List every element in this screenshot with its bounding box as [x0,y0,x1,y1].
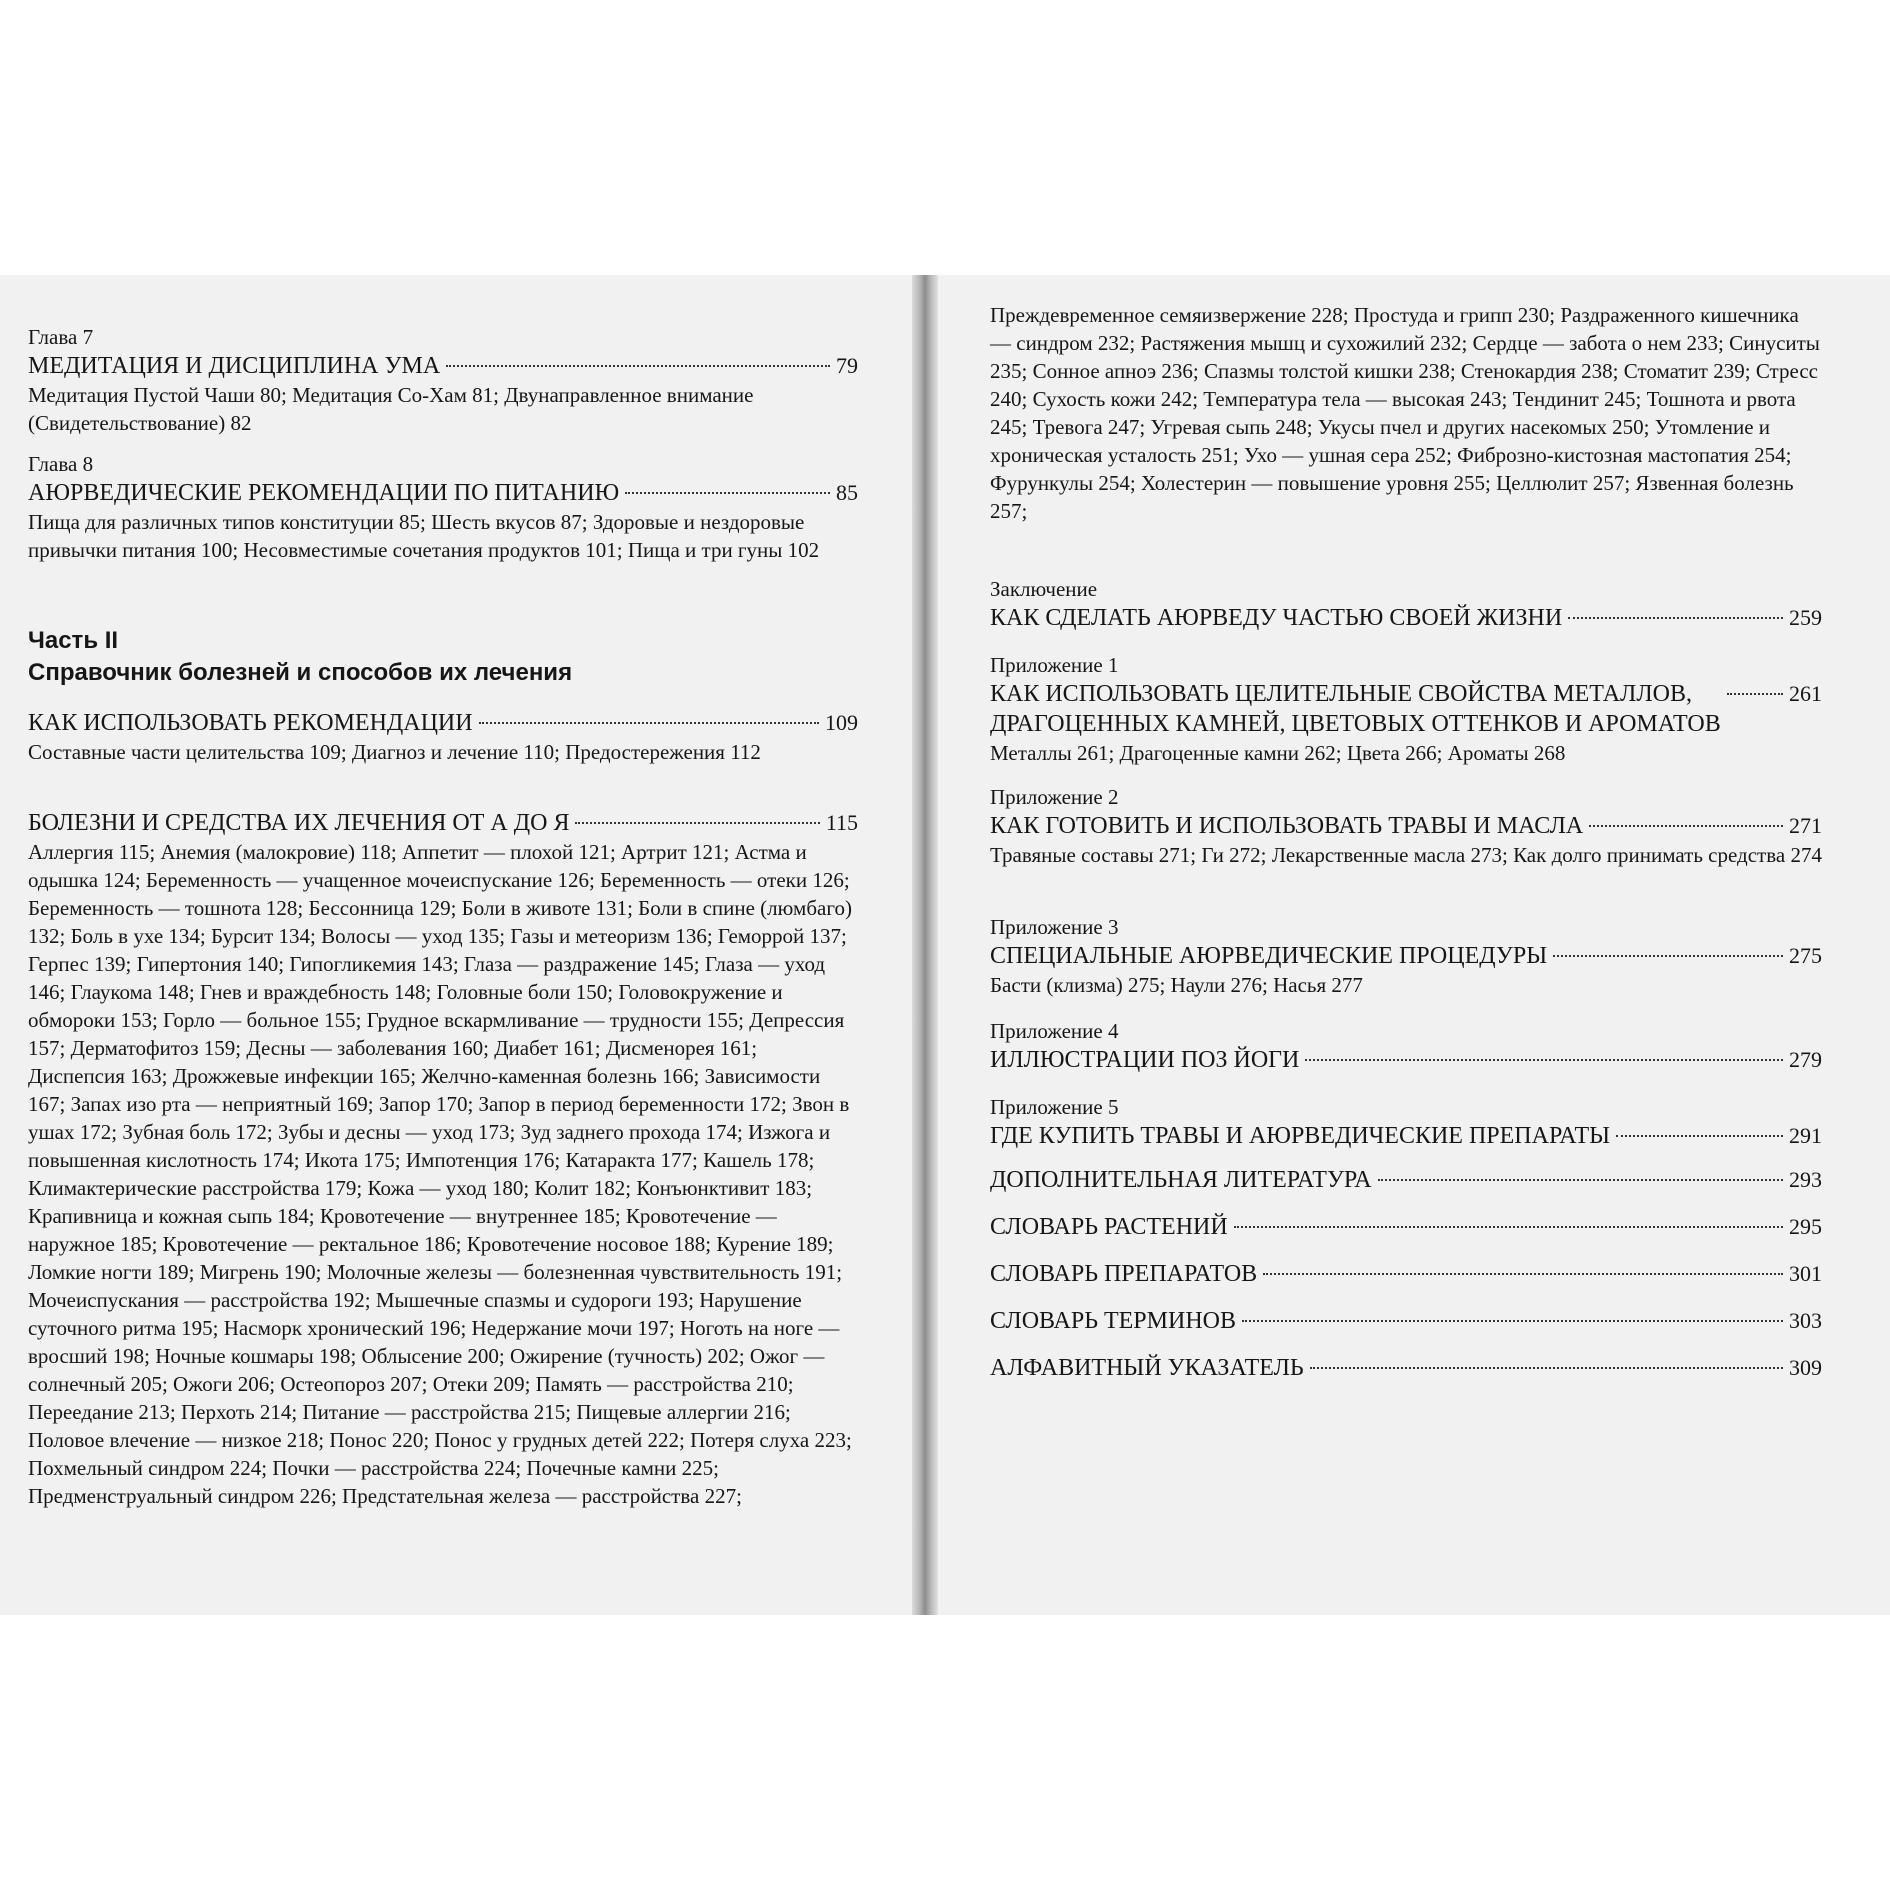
appendix-label: Приложение 5 [990,1095,1119,1119]
diseases-continuation [990,301,1822,525]
dot-leader [1263,1273,1783,1275]
appendix-title-line[interactable] [990,1121,1822,1151]
page-number: 303 [1789,1308,1822,1333]
page-number: 115 [825,810,858,835]
part-label: Часть II [28,627,119,654]
subsection-list: Травяные составы 271; Ги 272; Лекарственные масла 273; Как долго принимать средства 274 [990,843,1822,867]
book-gutter [912,275,938,1615]
section-label: Заключение [990,577,1098,601]
appendix-title-line-1: КАК ИСПОЛЬЗОВАТЬ ЦЕЛИТЕЛЬНЫЕ СВОЙСТВА МЕТАЛЛОВ, [990,681,1692,707]
right-page [990,275,1822,1615]
dot-leader [1305,1059,1783,1061]
dot-leader [1727,693,1783,695]
page-number: 295 [1789,1214,1822,1239]
subsection-list: Составные части целительства 109; Диагноз и лечение 110; Предостережения 112 [28,740,761,764]
section-title[interactable]: ДОПОЛНИТЕЛЬНАЯ ЛИТЕРАТУРА [990,1167,1372,1193]
appendix-title-line[interactable] [990,1045,1822,1075]
page-number: 275 [1789,943,1822,968]
dot-leader [479,722,819,724]
section-title-line[interactable] [990,1353,1822,1383]
page-number: 259 [1789,605,1822,630]
appendix-title-line[interactable] [990,679,1822,739]
section-title[interactable]: СЛОВАРЬ ТЕРМИНОВ [990,1308,1236,1334]
toc-entry-appendix-5 [990,1093,1822,1151]
page-number: 279 [1789,1047,1822,1072]
toc-entry-appendix-1 [990,651,1822,767]
dot-leader [575,822,819,824]
toc-entry-appendix-4 [990,1017,1822,1075]
toc-entry-how-to-use [28,708,858,766]
section-title-line[interactable] [990,1306,1822,1336]
dot-leader [1616,1135,1783,1137]
subsection-list: Басти (клизма) 275; Наули 276; Насья 277 [990,973,1363,997]
page-number: 85 [836,480,858,505]
toc-entry-conclusion [990,575,1822,633]
dot-leader [625,492,830,494]
section-title-line[interactable] [990,1165,1822,1195]
appendix-title[interactable] [990,679,1721,739]
part-2-heading [28,625,858,689]
chapter-title-line[interactable] [28,478,858,508]
section-title-line[interactable] [28,808,858,838]
section-title[interactable]: СЛОВАРЬ РАСТЕНИЙ [990,1214,1228,1240]
appendix-title-line[interactable] [990,811,1822,841]
appendix-title[interactable]: ИЛЛЮСТРАЦИИ ПОЗ ЙОГИ [990,1047,1300,1073]
page-number: 109 [825,710,858,735]
toc-entry-chapter-8 [28,450,858,564]
toc-entry-plants-glossary [990,1212,1822,1242]
book-spread [0,275,1890,1615]
subsection-list: Медитация Пустой Чаши 80; Медитация Со-Хам 81; Двунаправленное внимание (Свидетельствование) 82 [28,383,754,435]
appendix-label: Приложение 4 [990,1019,1119,1043]
section-title-line[interactable] [990,603,1822,633]
section-title[interactable]: КАК ИСПОЛЬЗОВАТЬ РЕКОМЕНДАЦИИ [28,710,473,736]
dot-leader [446,365,830,367]
chapter-title[interactable]: АЮРВЕДИЧЕСКИЕ РЕКОМЕНДАЦИИ ПО ПИТАНИЮ [28,480,620,506]
appendix-label: Приложение 1 [990,653,1119,677]
subsection-list: Преждевременное семяизвержение 228; Простуда и грипп 230; Раздраженного кишечника — синдром 232; Растяжения мышц и сухожилий 232; Сердце — забота о нем 233; Синуситы 235; Сонное апноэ 236; Спазмы толстой кишки 238; Стенокардия 238; Стоматит 239; Стресс 240; Сухость кожи 242; Температура тела — высокая 243; Тендинит 245; Тошнота и рвота 245; Тревога 247; Угревая сыпь 248; Укусы пчел и других насекомых 250; Утомление и хроническая усталость 251; Ухо — ушная сера 252; Фиброзно-кистозная мастопатия 254; Фурункулы 254; Холестерин — повышение уровня 255; Целлюлит 257; Язвенная болезнь 257; [990,303,1820,523]
appendix-label: Приложение 3 [990,915,1119,939]
section-title-line[interactable] [990,1259,1822,1289]
page-number: 291 [1789,1123,1822,1148]
appendix-title[interactable]: СПЕЦИАЛЬНЫЕ АЮРВЕДИЧЕСКИЕ ПРОЦЕДУРЫ [990,943,1548,969]
toc-entry-appendix-3 [990,913,1822,999]
subsection-list: Аллергия 115; Анемия (малокровие) 118; Аппетит — плохой 121; Артрит 121; Астма и одышка 124; Беременность — учащенное мочеиспускание 126; Беременность — отеки 126; Беременность — тошнота 128; Бессонница 129; Боли в животе 131; Боли в спине (люмбаго) 132; Боль в ухе 134; Бурсит 134; Волосы — уход 135; Газы и метеоризм 136; Геморрой 137; Герпес 139; Гипертония 140; Гипогликемия 143; Глаза — раздражение 145; Глаза — уход 146; Глаукома 148; Гнев и враждебность 148; Головные боли 150; Головокружение и обмороки 153; Горло — больное 155; Грудное вскармливание — трудности 155; Депрессия 157; Дерматофитоз 159; Десны — заболевания 160; Диабет 161; Дисменорея 161; Диспепсия 163; Дрожжевые инфекции 165; Желчно-каменная болезнь 166; Зависимости 167; Запах изо рта — неприятный 169; Запор 170; Запор в период беременности 172; Звон в ушах 172; Зубная боль 172; Зубы и десны — уход 173; Зуд заднего прохода 174; Изжога и повышенная кислотность 174; Икота 175; Импотенция 176; Катаракта 177; Кашель 178; Климактерические расстройства 179; Кожа — уход 180; Колит 182; Конъюнктивит 183; Крапивница и кожная сыпь 184; Кровотечение — внутреннее 185; Кровотечение — наружное 185; Кровотечение — ректальное 186; Кровотечение носовое 188; Курение 189; Ломкие ногти 189; Мигрень 190; Молочные железы — болезненная чувствительность 191; Мочеиспускания — расстройства 192; Мышечные спазмы и судороги 193; Нарушение суточного ритма 195; Насморк хронический 196; Недержание мочи 197; Ноготь на ноге — вросший 198; Ночные кошмары 198; Облысение 200; Ожирение (тучность) 202; Ожог — солнечный 205; Ожоги 206; Остеопороз 207; Отеки 209; Память — расстройства 210; Переедание 213; Перхоть 214; Питание — расстройства 215; Пищевые аллергии 216; Половое влечение — низкое 218; Понос 220; Понос у грудных детей 222; Потеря слуха 223; Похмельный синдром 224; Почки — расстройства 224; Почечные камни 225; Предменструальный синдром 226; Предстательная железа — расстройства 227; [28,840,852,1508]
page-number: 293 [1789,1167,1822,1192]
section-title[interactable]: БОЛЕЗНИ И СРЕДСТВА ИХ ЛЕЧЕНИЯ ОТ А ДО Я [28,810,570,836]
subsection-list: Металлы 261; Драгоценные камни 262; Цвета 266; Ароматы 268 [990,741,1566,765]
dot-leader [1589,825,1783,827]
dot-leader [1234,1226,1783,1228]
appendix-title-line-2: ДРАГОЦЕННЫХ КАМНЕЙ, ЦВЕТОВЫХ ОТТЕНКОВ И АРОМАТОВ [990,711,1721,737]
chapter-title-line[interactable] [28,351,858,381]
subsection-list: Пища для различных типов конституции 85; Шесть вкусов 87; Здоровые и нездоровые привычки питания 100; Несовместимые сочетания продуктов 101; Пища и три гуны 102 [28,510,820,562]
chapter-label: Глава 8 [28,452,94,476]
appendix-title[interactable]: ГДЕ КУПИТЬ ТРАВЫ И АЮРВЕДИЧЕСКИЕ ПРЕПАРАТЫ [990,1123,1611,1149]
appendix-title[interactable]: КАК ГОТОВИТЬ И ИСПОЛЬЗОВАТЬ ТРАВЫ И МАСЛА [990,813,1584,839]
appendix-title-line[interactable] [990,941,1822,971]
toc-entry-diseases [28,808,858,1510]
toc-entry-preparations-glossary [990,1259,1822,1289]
page-number: 79 [836,353,858,378]
dot-leader [1378,1179,1783,1181]
toc-entry-index [990,1353,1822,1383]
section-title-line[interactable] [990,1212,1822,1242]
page-number: 309 [1789,1355,1822,1380]
section-title[interactable]: СЛОВАРЬ ПРЕПАРАТОВ [990,1261,1258,1287]
section-title-line[interactable] [28,708,858,738]
left-page [28,275,858,1615]
dot-leader [1310,1367,1783,1369]
dot-leader [1553,955,1783,957]
toc-entry-chapter-7 [28,323,858,437]
chapter-label: Глава 7 [28,325,94,349]
dot-leader [1568,617,1783,619]
toc-entry-appendix-2 [990,783,1822,869]
page-number: 301 [1789,1261,1822,1286]
section-title[interactable]: АЛФАВИТНЫЙ УКАЗАТЕЛЬ [990,1355,1304,1381]
section-title[interactable]: КАК СДЕЛАТЬ АЮРВЕДУ ЧАСТЬЮ СВОЕЙ ЖИЗНИ [990,605,1563,631]
page-number: 261 [1789,681,1822,706]
part-title: Справочник болезней и способов их лечения [28,659,573,686]
appendix-label: Приложение 2 [990,785,1119,809]
toc-entry-literature [990,1165,1822,1195]
page-number: 271 [1789,813,1822,838]
dot-leader [1242,1320,1783,1322]
toc-entry-terms-glossary [990,1306,1822,1336]
chapter-title[interactable]: МЕДИТАЦИЯ И ДИСЦИПЛИНА УМА [28,353,441,379]
